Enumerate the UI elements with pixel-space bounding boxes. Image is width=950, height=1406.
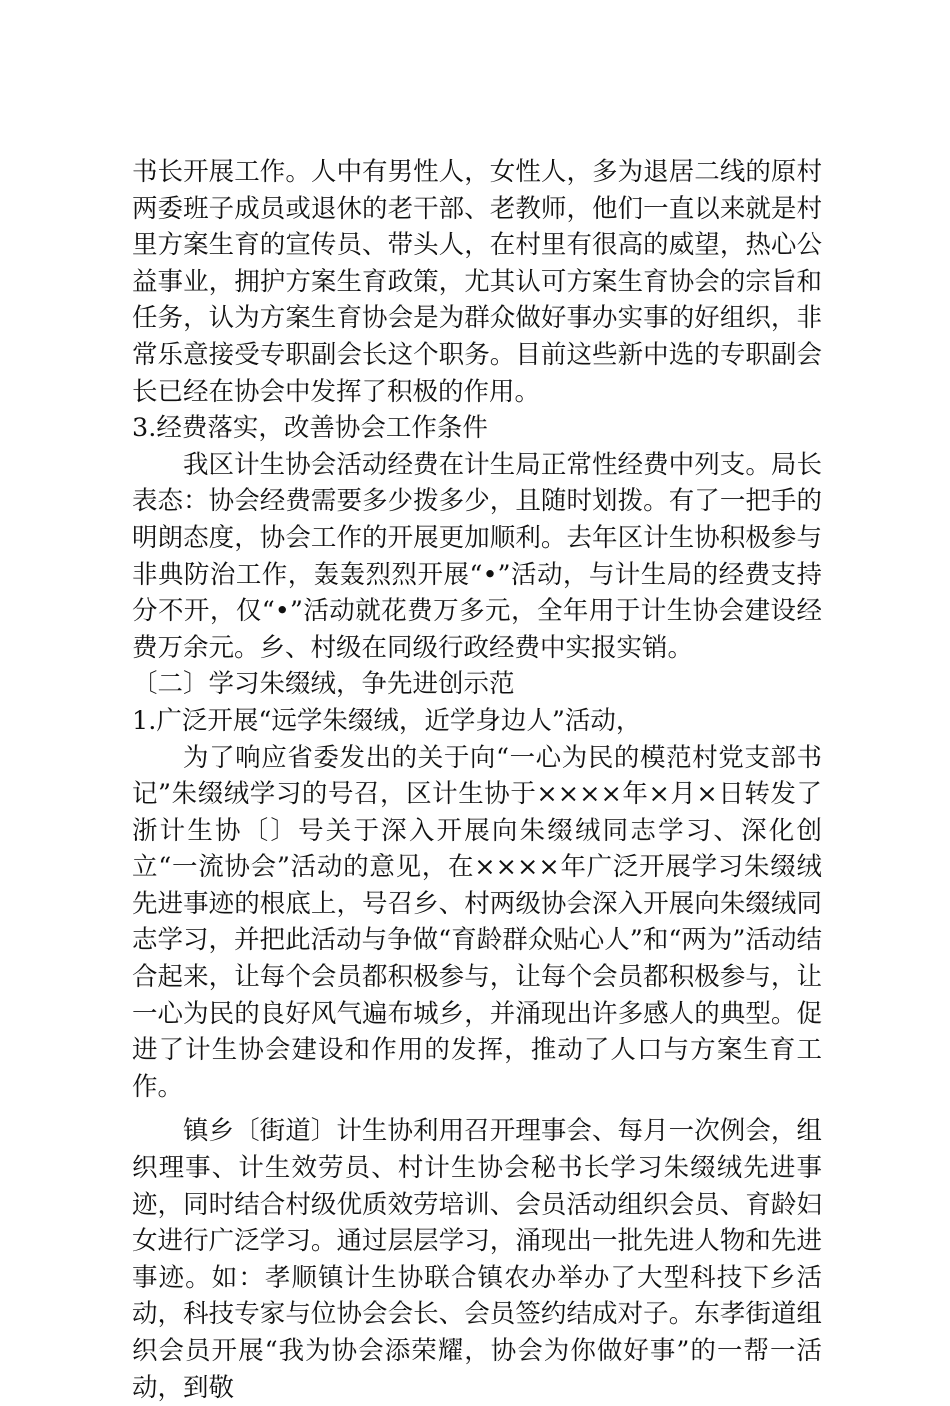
subheading-funding: 3.经费落实，改善协会工作条件 [132,413,488,444]
document-body [132,154,822,1406]
paragraph-continuation: 书长开展工作。人中有男性人，女性人，多为退居二线的原村两委班子成员或退休的老干部、老教师，他们一直以来就是村里方案生育的宣传员、带头人，在村里有很高的威望，热心公益事业，拥护方案生育政策，尤其认可方案生育协会的宗旨和任务，认为方案生育协会是为群众做好事办实事的好组织，非常乐意接受专职副会长这个职务。目前这些新中选的专职副会长已经在协会中发挥了积极的作用。 [132,157,822,407]
paragraph-township: 镇乡〔街道〕计生协利用召开理事会、每月一次例会，组织理事、计生效劳员、村计生协会秘书长学习朱缀绒先进事迹，同时结合村级优质效劳培训、会员活动组织会员、育龄妇女进行广泛学习。通过层层学习，涌现出一批先进人物和先进事迹。如：孝顺镇计生协联合镇农办举办了大型科技下乡活动，科技专家与位协会会长、会员签约结成对子。东孝街道组织会员开展“我为协会添荣耀，协会为你做好事”的一帮一活动，到敬 [132,1116,822,1403]
subheading-campaign: 1.广泛开展“远学朱缀绒，近学身边人”活动， [132,705,642,736]
section-heading-learning: 〔二〕学习朱缀绒，争先进创示范 [132,669,515,700]
paragraph-funding: 我区计生协会活动经费在计生局正常性经费中列支。局长表态：协会经费需要多少拨多少，且随时划拨。有了一把手的明朗态度，协会工作的开展更加顺利。去年区计生协积极参与非典防治工作，轰轰烈烈开展“•”活动，与计生局的经费支持分不开，仅“•”活动就花费万多元，全年用于计生协会建设经费万余元。乡、村级在同级行政经费中实报实销。 [132,449,822,663]
paragraph-campaign: 为了响应省委发出的关于向“一心为民的模范村党支部书记”朱缀绒学习的号召，区计生协于××××年×月×日转发了浙计生协〔〕号关于深入开展向朱缀绒同志学习、深化创立“一流协会”活动的意见，在××××年广泛开展学习朱缀绒先进事迹的根底上，号召乡、村两级协会深入开展向朱缀绒同志学习，并把此活动与争做“育龄群众贴心人”和“两为”活动结合起来，让每个会员都积极参与，让每个会员都积极参与，让一心为民的良好风气遍布城乡，并涌现出许多感人的典型。促进了计生协会建设和作用的发挥，推动了人口与方案生育工作。 [132,742,822,1102]
